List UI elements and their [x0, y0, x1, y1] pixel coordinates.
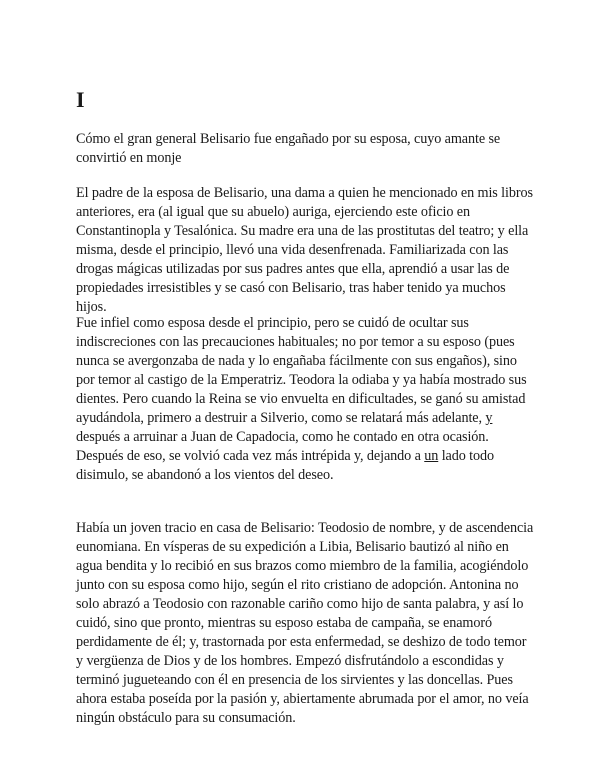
chapter-subtitle: Cómo el gran general Belisario fue engañado por su esposa, cuyo amante se convirtió en monje [76, 131, 501, 166]
paragraph-2 [76, 314, 536, 485]
paragraph-3: Había un joven tracio en casa de Belisario: Teodosio de nombre, y de ascendencia eunomiana. En vísperas de su expedición a Libia, Belisario bautizó al niño en agua bendita y lo recibió en sus brazos como miembro de la familia, acogiéndolo junto con su esposa como hijo, según el rito cristiano de adopción. Antonina no solo abrazó a Teodosio con razonable cariño como hijo de santa palabra, y así lo cuidó, sino que pronto, mientras su esposo estaba de campaña, se enamoró perdidamente de él; y, trastornada por esta enfermedad, se deshizo de todo temor y vergüenza de Dios y de los hombres. Empezó disfrutándolo a escondidas y terminó jugueteando con él en presencia de los sirvientes y las doncellas. Pues ahora estaba poseída por la pasión y, abiertamente abrumada por el amor, no veía ningún obstáculo para su consumación. [76, 520, 534, 726]
paragraph-2-part-c: lado todo disimulo, se abandonó a los vientos del deseo. [76, 448, 494, 483]
underlined-word-un: un [424, 448, 439, 464]
underlined-word-y: y [485, 410, 493, 426]
chapter-heading: I [76, 87, 85, 112]
paragraph-2-part-a: Fue infiel como esposa desde el principio, pero se cuidó de ocultar sus indiscreciones con las precauciones habituales; no por temor a su esposo (pues nunca se avergonzaba de nada y lo engañaba fácilmente con sus engaños), sino por temor al castigo de la Emperatriz. Teodora la odiaba y ya había mostrado sus dientes. Pero cuando la Reina se vio envuelta en dificultades, se ganó su amistad ayudándola, primero a destruir a Silverio, como se relatará más adelante, [76, 315, 527, 426]
paragraph-2-part-b: después a arruinar a Juan de Capadocia, como he contado en otra ocasión. Después de eso, se volvió cada vez más intrépida y, dejando a [76, 429, 489, 464]
paragraph-1: El padre de la esposa de Belisario, una dama a quien he mencionado en mis libros anteriores, era (al igual que su abuelo) auriga, ejerciendo este oficio en Constantinopla y Tesalónica. Su madre era una de las prostitutas del teatro; y ella misma, desde el principio, llevó una vida desenfrenada. Familiarizada con las drogas mágicas utilizadas por sus padres antes que ella, aprendió a usar las de propiedades irresistibles y se casó con Belisario, tras haber tenido ya muchos hijos. [76, 185, 533, 315]
